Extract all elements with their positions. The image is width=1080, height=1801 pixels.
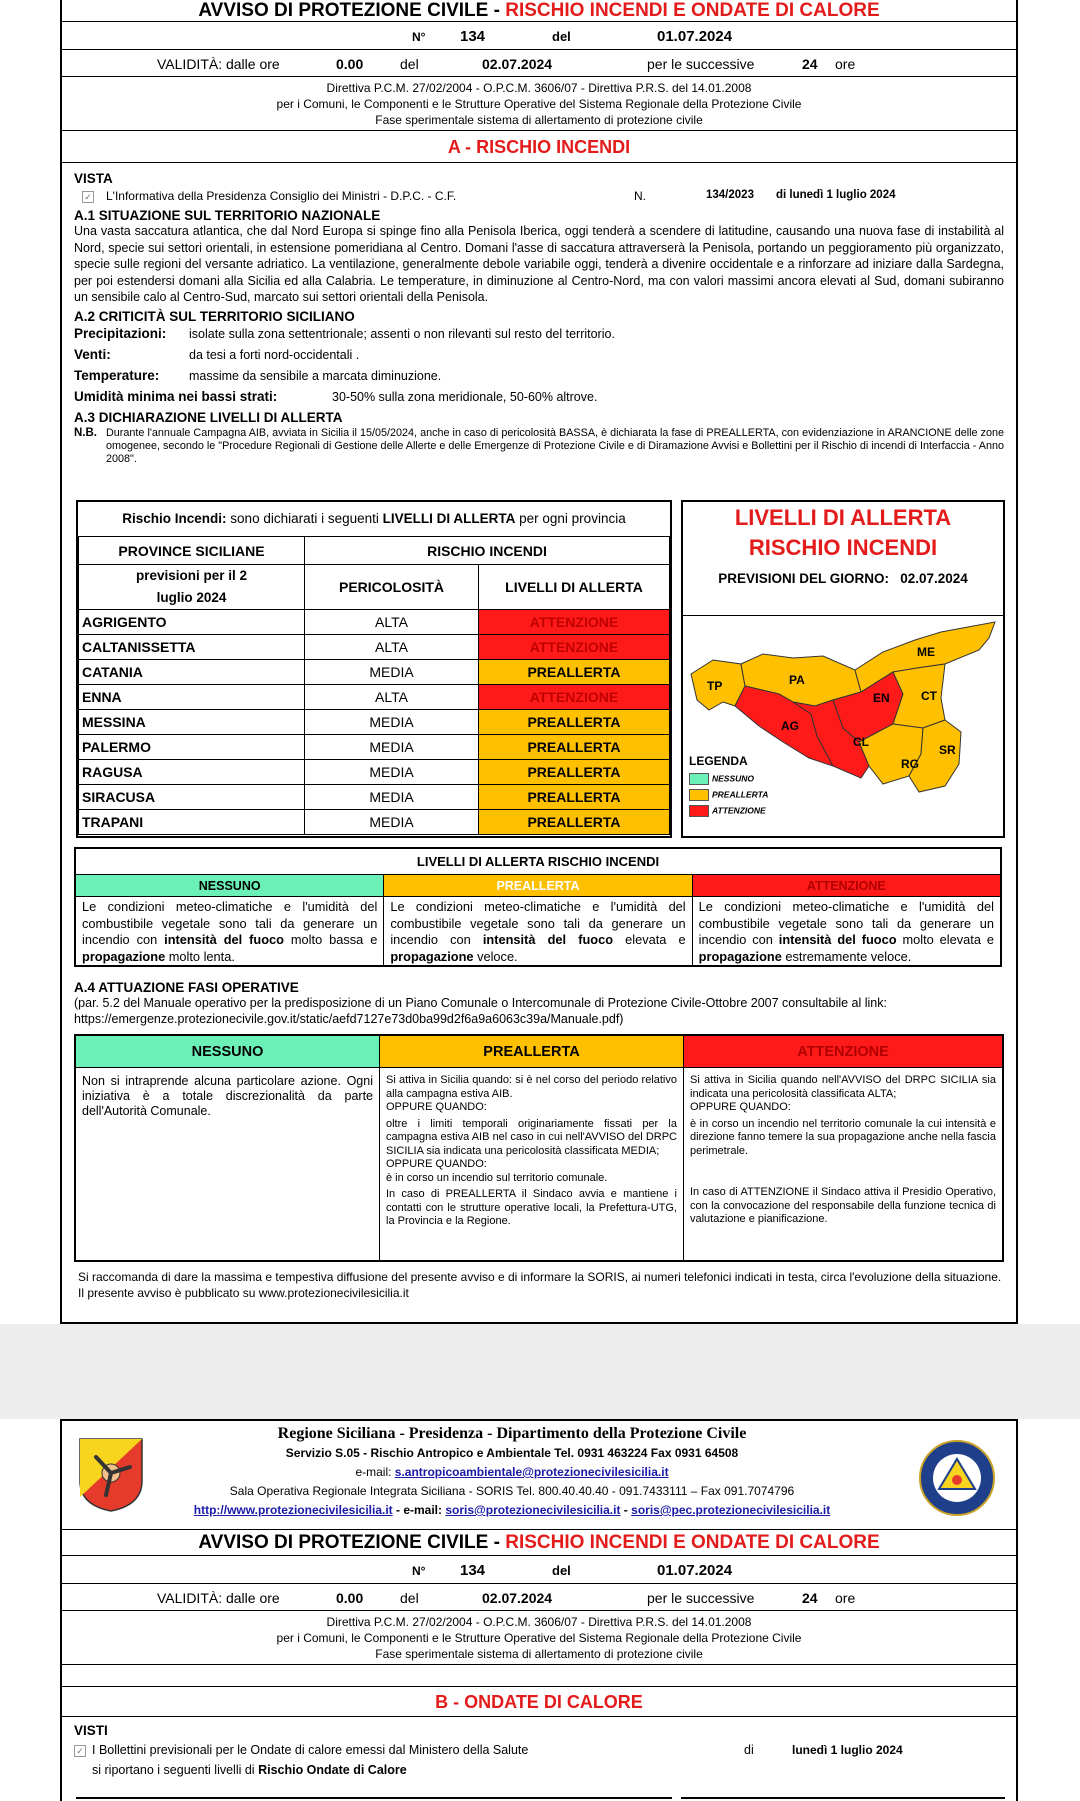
visti-di: di	[744, 1743, 754, 1757]
directive-line-3: Fase sperimentale sistema di allertamento di protezione civile	[375, 113, 703, 127]
map-label-sr: SR	[939, 743, 956, 757]
map-label-tp: TP	[707, 679, 723, 693]
livello-cell: PREALLERTA	[479, 760, 670, 785]
livelli-header-nessuno: NESSUNO	[76, 875, 384, 896]
livello-cell: ATTENZIONE	[479, 610, 670, 635]
vista-date: di lunedì 1 luglio 2024	[776, 189, 896, 201]
desc-bold: intensità del fuoco	[778, 932, 897, 947]
table-row	[79, 810, 670, 835]
email2-link[interactable]: soris@protezionecivilesicilia.it	[445, 1503, 621, 1517]
vista-n-label: N.	[634, 189, 646, 203]
province-table-box	[76, 500, 672, 838]
number-label: N°	[412, 1564, 426, 1578]
vista-text: L'Informativa della Presidenza Consiglio dei Ministri - D.P.C. - C.F.	[106, 189, 457, 203]
directive-line-2: per i Comuni, le Componenti e le Strutture Operative del Sistema Regionale della Protezione Civile	[276, 97, 802, 111]
livelli-desc-attenzione	[693, 897, 1000, 965]
riportano-line	[74, 1763, 1004, 1777]
province-name: MESSINA	[79, 710, 305, 735]
riportano-bold: Rischio Ondate di Calore	[258, 1763, 407, 1777]
visti-checkbox[interactable]: ✓	[74, 1743, 92, 1757]
a4-pre-line: è in corso un incendio sul territorio comunale.	[386, 1171, 608, 1184]
next-panel-edge	[681, 1797, 1005, 1799]
province-name: RAGUSA	[79, 760, 305, 785]
desc-text: molto lenta.	[165, 948, 235, 964]
protezione-civile-seal-icon	[918, 1439, 996, 1517]
pericolosita-cell: ALTA	[305, 635, 479, 660]
previsioni-date: 02.07.2024	[900, 571, 968, 586]
validity-row-2	[62, 1584, 1016, 1611]
table-row	[79, 785, 670, 810]
col-previsioni: previsioni per il 2 luglio 2024	[79, 565, 305, 610]
desc-text: molto bassa e	[283, 932, 378, 947]
livello-cell: ATTENZIONE	[479, 685, 670, 710]
livelli-desc-nessuno	[76, 897, 384, 965]
org-header	[62, 1421, 1016, 1530]
email-label: e-mail:	[355, 1465, 395, 1479]
validity-del-label: del	[400, 1590, 419, 1606]
validity-hours: 24	[802, 1590, 818, 1606]
validity-date: 02.07.2024	[482, 1590, 553, 1606]
document-page-1	[60, 0, 1018, 1324]
avviso-title-2	[62, 1530, 1016, 1556]
email-link[interactable]: s.antropicoambientale@protezionecivilesicilia.it	[394, 1465, 669, 1479]
a4-header-nessuno: NESSUNO	[76, 1036, 380, 1067]
pericolosita-cell: ALTA	[305, 685, 479, 710]
a4-nessuno-text: Non si intraprende alcuna particolare azione. Ogni iniziativa è a totale discrezionalità da parte dell'Autorità Comunale.	[76, 1068, 380, 1260]
livello-cell: ATTENZIONE	[479, 635, 670, 660]
desc-text: Le condizioni meteo-climatiche e l'umidità del combustibile vegetale sono tali da generare un incendio con	[698, 899, 994, 947]
directive-line-2: per i Comuni, le Componenti e le Strutture Operative del Sistema Regionale della Protezione Civile	[276, 1631, 802, 1645]
table-row	[79, 710, 670, 735]
a4-pre-line: OPPURE QUANDO:	[386, 1158, 487, 1170]
org-text	[172, 1425, 852, 1517]
avviso-title-suffix: RISCHIO INCENDI E ONDATE DI CALORE	[505, 1532, 880, 1553]
livelli-header-attenzione: ATTENZIONE	[693, 875, 1000, 896]
visti-row	[74, 1738, 1004, 1762]
a2-value-temperature: massime da sensibile a marcata diminuzione.	[189, 368, 442, 383]
a4-title: A.4 ATTUAZIONE FASI OPERATIVE	[74, 980, 299, 995]
validity-label: VALIDITÀ: dalle ore	[157, 1590, 280, 1606]
province-name: CALTANISSETTA	[79, 635, 305, 660]
map-title-1: LIVELLI DI ALLERTA	[734, 505, 952, 530]
number-label: N°	[412, 30, 426, 44]
del-label: del	[552, 29, 571, 44]
avviso-title	[62, 0, 1016, 22]
livelli-table	[74, 847, 1002, 967]
sala-line: Sala Operativa Regionale Integrata Siciliana - SORIS Tel. 800.40.40.40 - 091.7433111 – Fax 091.7074796	[229, 1484, 795, 1498]
province-name: CATANIA	[79, 660, 305, 685]
section-a-content	[62, 163, 1016, 466]
intro-bold: LIVELLI DI ALLERTA	[382, 511, 516, 526]
a4-header-preallerta: PREALLERTA	[380, 1036, 684, 1067]
legend-title: LEGENDA	[689, 754, 748, 768]
livelli-header-preallerta: PREALLERTA	[384, 875, 692, 896]
servizio-line: Servizio S.05 - Rischio Antropico e Ambientale Tel. 0931 463224 Fax 0931 64508	[285, 1446, 739, 1460]
a4-pre-line: In caso di PREALLERTA il Sindaco avvia e mantiene i contatti con le strutture operative locali, la Prefettura-UTG, la Provincia e la Regione.	[386, 1188, 677, 1227]
a1-title: A.1 SITUAZIONE SUL TERRITORIO NAZIONALE	[74, 208, 381, 223]
validity-hours: 24	[802, 56, 818, 72]
col-pericolosita: PERICOLOSITÀ	[305, 565, 479, 610]
section-b-title: B - ONDATE DI CALORE	[62, 1687, 1016, 1717]
map-label-ag: AG	[781, 719, 799, 733]
a2-label-precipitazioni: Precipitazioni:	[74, 325, 167, 341]
desc-bold: intensità del fuoco	[482, 932, 614, 947]
livelli-desc-preallerta	[384, 897, 692, 965]
province-name: AGRIGENTO	[79, 610, 305, 635]
issue-date: 01.07.2024	[657, 28, 733, 45]
validity-label: VALIDITÀ: dalle ore	[157, 56, 280, 72]
table-row	[79, 760, 670, 785]
avviso-number-row	[62, 22, 1016, 50]
pericolosita-cell: MEDIA	[305, 735, 479, 760]
table-row	[79, 685, 670, 710]
livelli-table-title: LIVELLI DI ALLERTA RISCHIO INCENDI	[76, 849, 1000, 875]
ore-label: ore	[835, 56, 856, 72]
a4-table	[74, 1034, 1004, 1262]
a3-title: A.3 DICHIARAZIONE LIVELLI DI ALLERTA	[74, 409, 343, 425]
a4-pre-line: oltre i limiti temporali originariamente fissati per la campagna estiva AIB nel caso in cui nell'AVVISO del DRPC SICILIA sia indicata una pericolosità classificata MEDIA;	[386, 1117, 677, 1157]
pec-link[interactable]: soris@pec.protezionecivilesicilia.it	[631, 1503, 831, 1517]
legend-label: PREALLERTA	[712, 789, 769, 800]
province-name: SIRACUSA	[79, 785, 305, 810]
a4-manual-link[interactable]: https://emergenze.protezionecivile.gov.it/static/aefd7127e73d0ba99d2f6a9a6063c39a/Manuale.pdf)	[74, 1012, 624, 1026]
desc-text: molto elevata e	[896, 932, 994, 947]
nb-block	[74, 427, 1004, 466]
a2-title: A.2 CRITICITÀ SUL TERRITORIO SICILIANO	[74, 308, 355, 324]
validity-row	[62, 50, 1016, 77]
web-link[interactable]: http://www.protezionecivilesicilia.it	[193, 1503, 393, 1517]
a4-header-attenzione: ATTENZIONE	[684, 1036, 1002, 1067]
intro-mid: sono dichiarati i seguenti	[226, 511, 383, 526]
successive-label: per le successive	[647, 1590, 755, 1606]
directive-block-2	[62, 1611, 1016, 1665]
table-row	[79, 735, 670, 760]
vista-n-value: 134/2023	[706, 189, 754, 201]
map-label-ct: CT	[921, 689, 937, 703]
a4-attenzione-text	[684, 1068, 1002, 1260]
directive-line-1: Direttiva P.C.M. 27/02/2004 - O.P.C.M. 3606/07 - Direttiva P.R.S. del 14.01.2008	[326, 81, 752, 95]
livello-cell: PREALLERTA	[479, 735, 670, 760]
footer-line-1: Si raccomanda di dare la massima e tempestiva diffusione del presente avviso e di informare la SORIS, ai numeri telefonici indicati in testa, circa l'evoluzione della situazione.	[78, 1270, 1002, 1284]
validity-date: 02.07.2024	[482, 56, 553, 72]
vista-label: VISTA	[74, 171, 113, 186]
desc-text: Le condizioni meteo-climatiche e l'umidità del combustibile vegetale sono tali da generare un incendio con	[82, 899, 378, 947]
a4-att-line: OPPURE QUANDO:	[690, 1101, 791, 1113]
avviso-title-suffix: RISCHIO INCENDI E ONDATE DI CALORE	[505, 0, 880, 21]
map-panel	[681, 500, 1005, 838]
a4-pre-line: OPPURE QUANDO:	[386, 1101, 487, 1113]
a2-label-venti: Venti:	[74, 346, 111, 362]
directive-block	[62, 77, 1016, 131]
ore-label: ore	[835, 1590, 856, 1606]
map-title-2: RISCHIO INCENDI	[748, 535, 938, 560]
avviso-title-prefix: AVVISO DI PROTEZIONE CIVILE -	[198, 0, 506, 21]
pericolosita-cell: MEDIA	[305, 660, 479, 685]
province-name: PALERMO	[79, 735, 305, 760]
province-table-intro	[78, 502, 670, 536]
desc-bold: propagazione	[82, 948, 166, 964]
a2-label-temperature: Temperature:	[74, 367, 160, 383]
table-row	[79, 610, 670, 635]
col-rischio-incendi: RISCHIO INCENDI	[305, 537, 670, 565]
province-table	[78, 536, 670, 835]
avviso-title-prefix: AVVISO DI PROTEZIONE CIVILE -	[198, 1532, 506, 1553]
next-table-edge	[76, 1797, 672, 1799]
sicily-coat-of-arms-icon	[78, 1437, 144, 1513]
a2-value-umidita: 30-50% sulla zona meridionale, 50-60% altrove.	[332, 389, 598, 404]
a4-pre-line: Si attiva in Sicilia quando: si è nel corso del periodo relativo alla campagna estiva AIB.	[386, 1074, 677, 1100]
map-label-cl: CL	[853, 735, 869, 749]
directive-line-1: Direttiva P.C.M. 27/02/2004 - O.P.C.M. 3606/07 - Direttiva P.R.S. del 14.01.2008	[326, 1615, 752, 1629]
visti-text: I Bollettini previsionali per le Ondate di calore emessi dal Ministero della Salute	[92, 1743, 529, 1757]
map-legend	[689, 754, 768, 817]
issue-date: 01.07.2024	[657, 1562, 733, 1579]
directive-line-3: Fase sperimentale sistema di allertamento di protezione civile	[375, 1647, 703, 1661]
legend-item-preallerta	[689, 789, 768, 801]
number-value: 134	[460, 1562, 486, 1579]
col-province: PROVINCE SICILIANE	[79, 537, 305, 565]
livello-cell: PREALLERTA	[479, 710, 670, 735]
map-panel-header	[683, 505, 1003, 616]
number-value: 134	[460, 28, 486, 45]
document-page-2	[60, 1419, 1018, 1801]
a2-list	[74, 324, 1004, 408]
validity-hour: 0.00	[336, 56, 364, 72]
livello-cell: PREALLERTA	[479, 785, 670, 810]
legend-item-nessuno	[689, 773, 768, 785]
pericolosita-cell: MEDIA	[305, 785, 479, 810]
del-label: del	[552, 1563, 571, 1578]
nb-text: Durante l'annuale Campagna AIB, avviata in Sicilia il 15/05/2024, anche in caso di pericolosità BASSA, è dichiarata la fase di PREALLERTA, con evidenziazione in ARANCIONE delle zone omogenee, secondo le "Procedure Regionali di Gestione delle Allerte e delle Emergenze di Protezione Civile e di Diramazione Avvisi e Bollettini per il Rischio di incendi di Interfaccia - Anno 2008".	[106, 426, 1004, 465]
email2-label: - e-mail:	[392, 1503, 446, 1517]
footer-line-2: Il presente avviso è pubblicato su www.protezionecivilesicilia.it	[78, 1285, 409, 1300]
validity-del-label: del	[400, 56, 419, 72]
pericolosita-cell: MEDIA	[305, 810, 479, 835]
visti-label: VISTI	[74, 1723, 108, 1738]
desc-bold: intensità del fuoco	[164, 932, 284, 947]
livello-cell: PREALLERTA	[479, 810, 670, 835]
a4-att-line: Si attiva in Sicilia quando nell'AVVISO del DRPC SICILIA sia indicata una pericolosità classificata ALTA;	[690, 1074, 996, 1100]
riportano-text: si riportano i seguenti livelli di	[92, 1763, 259, 1777]
table-row	[79, 660, 670, 685]
org-name: Regione Siciliana - Presidenza - Dipartimento della Protezione Civile	[277, 1425, 747, 1442]
desc-text: estremamente veloce.	[781, 948, 912, 964]
map-label-en: EN	[873, 691, 890, 705]
a4-text-1: (par. 5.2 del Manuale operativo per la predisposizione di un Piano Comunale o Intercomunale di Protezione Civile-Ottobre 2007 consultabile al link:	[74, 996, 887, 1010]
livello-cell: PREALLERTA	[479, 660, 670, 685]
map-label-rg: RG	[901, 757, 919, 771]
intro-suffix: per ogni provincia	[515, 511, 626, 526]
map-label-me: ME	[917, 645, 935, 659]
avviso-number-row-2	[62, 1556, 1016, 1584]
pericolosita-cell: MEDIA	[305, 710, 479, 735]
a4-block	[74, 978, 1004, 1027]
nb-label: N.B.	[74, 426, 97, 439]
a1-text: Una vasta saccatura atlantica, che dal Nord Europa si spinge fino alla Penisola Iberica, oggi tenderà a scendere di latitudine, causando una nuova fase di instabilità al Nord, specie sui settori orientali, in estensione pomeridiana al Centro. Domani l'asse di saccatura attraverserà la Penisola, portando un peggioramento più organizzato, specie sulle regioni del versante adriatico. La ventilazione, generalmente debole variabile oggi, tenderà a divenire occidentale e a rinforzare ad iniziare dalla Sardegna, per poi estendersi domani alla Sicilia ed alla Calabria. Le temperature, in diminuzione al Centro-Nord, ma con valori massimi ancora elevati al Sud, domani subiranno un sensibile calo al Centro-Sud, marcato sui settori orientali della Penisola.	[74, 224, 1004, 304]
col-livelli: LIVELLI DI ALLERTA	[479, 565, 670, 610]
province-name: TRAPANI	[79, 810, 305, 835]
a4-att-line: In caso di ATTENZIONE il Sindaco attiva il Presidio Operativo, con la convocazione del responsabile della funzione tecnica di valutazione e pianificazione.	[690, 1186, 996, 1225]
previsioni-label: PREVISIONI DEL GIORNO:	[718, 571, 889, 586]
desc-text: elevata e	[613, 932, 686, 947]
pericolosita-cell: MEDIA	[305, 760, 479, 785]
a2-value-venti: da tesi a forti nord-occidentali .	[189, 347, 360, 362]
section-a-title: A - RISCHIO INCENDI	[62, 131, 1016, 163]
legend-item-attenzione	[689, 805, 768, 817]
a4-att-line: è in corso un incendio nel territorio comunale la cui intensità e direzione fanno temere la sua propagazione anche nella fascia perimetrale.	[690, 1117, 996, 1157]
desc-text: Le condizioni meteo-climatiche e l'umidità del combustibile vegetale sono tali da generare un incendio con	[390, 899, 686, 947]
map-label-pa: PA	[789, 673, 805, 687]
a2-label-umidita: Umidità minima nei bassi strati:	[74, 388, 278, 404]
section-b-content	[62, 1717, 1016, 1777]
legend-label: NESSUNO	[712, 773, 755, 784]
desc-bold: propagazione	[698, 948, 782, 964]
intro-prefix: Rischio Incendi:	[122, 511, 227, 526]
footer	[78, 1270, 1004, 1301]
vista-checkbox[interactable]: ✓	[82, 189, 100, 203]
spacer-row	[62, 1665, 1016, 1687]
pericolosita-cell: ALTA	[305, 610, 479, 635]
legend-label: ATTENZIONE	[712, 805, 766, 816]
visti-date: lunedì 1 luglio 2024	[792, 1743, 903, 1757]
province-name: ENNA	[79, 685, 305, 710]
a4-preallerta-text	[380, 1068, 684, 1260]
a2-value-precipitazioni: isolate sulla zona settentrionale; assenti o non rilevanti sul resto del territorio.	[189, 326, 615, 341]
pec-label: -	[620, 1503, 632, 1517]
vista-row	[74, 186, 1004, 206]
table-row	[79, 635, 670, 660]
validity-hour: 0.00	[336, 1590, 364, 1606]
page-gap	[0, 1324, 1080, 1419]
successive-label: per le successive	[647, 56, 755, 72]
desc-bold: propagazione	[390, 948, 474, 964]
desc-text: veloce.	[473, 948, 518, 964]
